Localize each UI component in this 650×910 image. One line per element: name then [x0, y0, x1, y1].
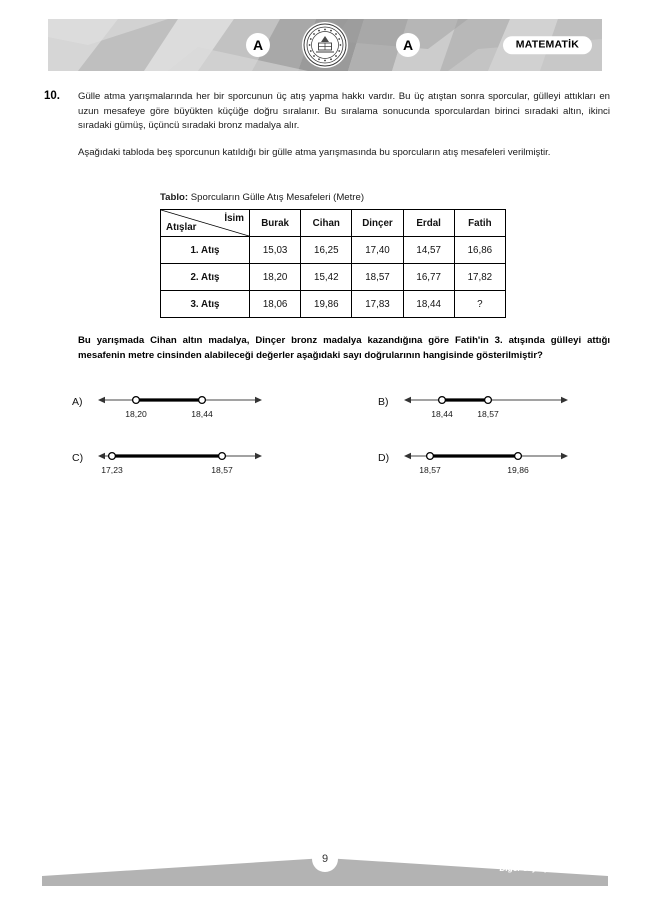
number-line-d [400, 448, 572, 488]
table-row-label: 1. Atış [161, 237, 250, 264]
next-page-note [499, 864, 604, 873]
subject-badge: MATEMATİK [503, 36, 592, 54]
table-cell: 16,77 [403, 264, 454, 291]
table-caption-text: Sporcuların Gülle Atış Mesafeleri (Metre) [190, 192, 365, 203]
table-cell: 16,25 [301, 237, 352, 264]
option-letter: A) [72, 396, 83, 408]
option-letter: D) [378, 452, 390, 464]
table-row [161, 291, 506, 318]
booklet-letter-left: A [246, 33, 270, 57]
next-page-text: Diğer sayfaya geçiniz. [499, 863, 587, 874]
table-header-row [161, 210, 506, 237]
table-caption-label: Tablo: [160, 192, 189, 203]
table-cell: 19,86 [301, 291, 352, 318]
table-cell: 18,57 [352, 264, 403, 291]
booklet-letter-right: A [396, 33, 420, 57]
number-line-a [94, 392, 266, 432]
option-letter: B) [378, 396, 389, 408]
options-row-2 [44, 448, 610, 488]
table-cell: 18,06 [250, 291, 301, 318]
answer-options [44, 392, 610, 504]
meb-emblem [302, 22, 348, 68]
number-line-graphic [94, 392, 266, 412]
options-row-1 [44, 392, 610, 432]
question-block [44, 90, 610, 160]
meb-emblem-graphic [303, 23, 347, 67]
table-caption [160, 192, 506, 203]
question-prompt [78, 334, 610, 363]
table-corner-cell [161, 210, 250, 237]
table-cell: 18,20 [250, 264, 301, 291]
option-d[interactable] [350, 448, 610, 488]
question-text [78, 90, 610, 160]
table-col-header: Cihan [301, 210, 352, 237]
scores-table [160, 209, 506, 318]
table-cell: 16,86 [454, 237, 505, 264]
corner-label-name: İsim [224, 213, 244, 224]
question-paragraph-1: Gülle atma yarışmalarında her bir sporcunun üç atış yapma hakkı vardır. Bu üç atıştan sonra sporcular, gülleyi attıkları en uzun mesafeye göre büyükten küçüğe doğru sıralanır. Bu sıralama sonucunda sporculardan birinci sıradaki altın, ikinci sıradaki gümüş, üçüncü sıradaki bronz madalya alır. [78, 91, 610, 132]
option-b[interactable] [350, 392, 610, 432]
page-footer [0, 846, 650, 886]
number-line-label-left: 17,23 [101, 465, 123, 475]
number-line-label-right: 18,57 [477, 409, 499, 419]
option-letter: C) [72, 452, 84, 464]
number-line-label-right: 19,86 [507, 465, 529, 475]
number-line-label-left: 18,44 [431, 409, 453, 419]
number-line-label-right: 18,44 [191, 409, 213, 419]
page-header-banner [48, 19, 602, 71]
table-cell: 15,03 [250, 237, 301, 264]
question-number: 10. [44, 90, 60, 102]
page-number: 9 [312, 846, 338, 872]
table-row-label: 2. Atış [161, 264, 250, 291]
table-cell: 17,40 [352, 237, 403, 264]
table-col-header: Erdal [403, 210, 454, 237]
table-cell: 17,82 [454, 264, 505, 291]
number-line-label-right: 18,57 [211, 465, 233, 475]
table-col-header: Dinçer [352, 210, 403, 237]
table-col-header: Burak [250, 210, 301, 237]
corner-label-shots: Atışlar [166, 222, 197, 233]
option-a[interactable] [44, 392, 304, 432]
table-row [161, 237, 506, 264]
number-line-c [94, 448, 266, 488]
question-paragraph-2: Aşağıdaki tabloda beş sporcunun katıldığı bir gülle atma yarışmasında bu sporcuların atış mesafeleri verilmiştir. [78, 146, 551, 158]
next-page-icon [591, 864, 604, 873]
number-line-b [400, 392, 572, 432]
question-prompt-text: Bu yarışmada Cihan altın madalya, Dinçer bronz madalya kazandığına göre Fatih'in 3. atışında gülleyi attığı mesafenin metre cinsinden alabileceği değerler aşağıdaki sayı doğrularının hangisinde gösterilmiştir? [78, 335, 610, 361]
number-line-label-left: 18,57 [419, 465, 441, 475]
table-cell: 18,44 [403, 291, 454, 318]
table-cell: ? [454, 291, 505, 318]
table-cell: 17,83 [352, 291, 403, 318]
table-cell: 15,42 [301, 264, 352, 291]
table-row [161, 264, 506, 291]
option-c[interactable] [44, 448, 304, 488]
table-col-header: Fatih [454, 210, 505, 237]
table-cell: 14,57 [403, 237, 454, 264]
table-row-label: 3. Atış [161, 291, 250, 318]
number-line-label-left: 18,20 [125, 409, 147, 419]
table-area [160, 192, 506, 318]
